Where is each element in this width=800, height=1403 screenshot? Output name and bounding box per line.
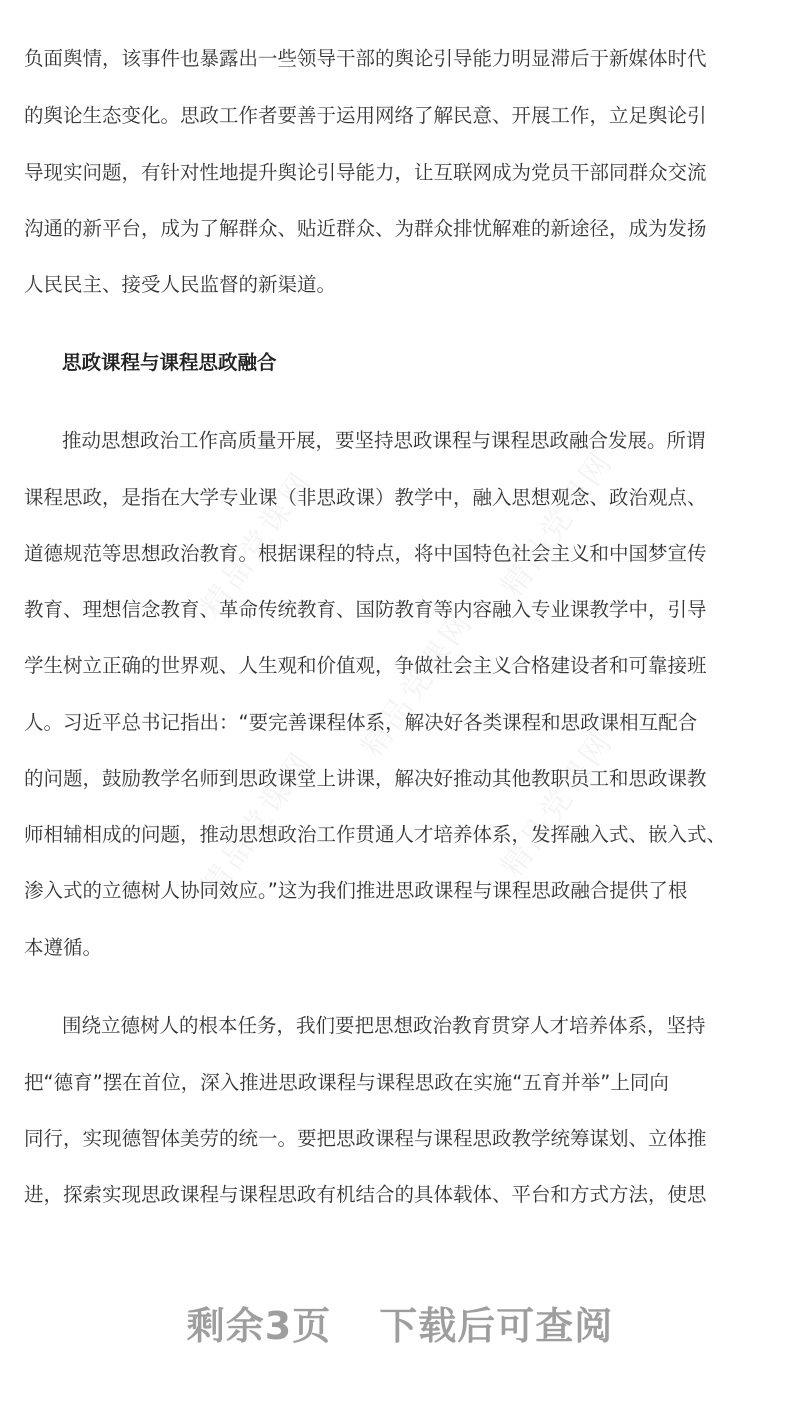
watermark-text: 精品党课网 xyxy=(494,724,621,884)
text-line: 把“德育”摆在首位，深入推进思政课程与课程思政在实施“五育并举”上同向 xyxy=(24,1071,669,1094)
text-line: 推动思想政治工作高质量开展，要坚持思政课程与课程思政融合发展。所谓 xyxy=(62,429,706,452)
text-line: 人。习近平总书记指出：“要完善课程体系，解决好各类课程和思政课相互配合 xyxy=(24,711,698,734)
text-line: 同行，实现德智体美劳的统一。要把思政课程与课程思政教学统筹谋划、立体推 xyxy=(24,1127,707,1150)
watermark-text: 精品党课网 xyxy=(194,744,321,904)
text-line: 的问题，鼓励教学名师到思政课堂上讲课，解决好推动其他教职员工和思政课教 xyxy=(24,767,707,790)
text-line: 本遵循。 xyxy=(24,936,103,959)
text-line: 进，探索实现思政课程与课程思政有机结合的具体载体、平台和方式方法，使思 xyxy=(24,1183,707,1206)
text-line: 师相辅相成的问题，推动思想政治工作贯通人才培养体系，发挥融入式、嵌入式、 xyxy=(24,823,727,846)
text-line: 课程思政，是指在大学专业课（非思政课）教学中，融入思想观念、政治观点、 xyxy=(24,486,707,509)
text-line: 的舆论生态变化。思政工作者要善于运用网络了解民意、开展工作，立足舆论引 xyxy=(24,104,707,127)
remaining-pages-label: 剩余3页 xyxy=(186,1304,332,1348)
download-prompt-banner[interactable] xyxy=(0,1295,800,1350)
download-to-view-label[interactable]: 下载后可查阅 xyxy=(379,1304,614,1348)
text-line: 道德规范等思想政治教育。根据课程的特点，将中国特色社会主义和中国梦宣传 xyxy=(24,542,707,565)
text-line: 负面舆情，该事件也暴露出一些领导干部的舆论引导能力明显滞后于新媒体时代 xyxy=(24,47,707,70)
watermark-text: 精品党课网 xyxy=(494,444,621,604)
text-line: 渗入式的立德树人协同效应。”这为我们推进思政课程与课程思政融合提供了根 xyxy=(24,879,688,902)
text-line: 导现实问题，有针对性地提升舆论引导能力，让互联网成为党员干部同群众交流 xyxy=(24,161,707,184)
text-line: 教育、理想信念教育、革命传统教育、国防教育等内容融入专业课教学中，引导 xyxy=(24,598,707,621)
section-heading: 思政课程与课程思政融合 xyxy=(62,351,277,374)
text-line: 人民民主、接受人民监督的新渠道。 xyxy=(24,273,337,296)
watermark-text: 精品党课网 xyxy=(194,464,321,624)
text-line: 学生树立正确的世界观、人生观和价值观，争做社会主义合格建设者和可靠接班 xyxy=(24,654,707,677)
text-line: 沟通的新平台，成为了解群众、贴近群众、为群众排忧解难的新途径，成为发扬 xyxy=(24,217,707,240)
watermark-text: 精品党课网 xyxy=(354,604,481,764)
text-line: 围绕立德树人的根本任务，我们要把思想政治教育贯穿人才培养体系，坚持 xyxy=(62,1014,706,1037)
